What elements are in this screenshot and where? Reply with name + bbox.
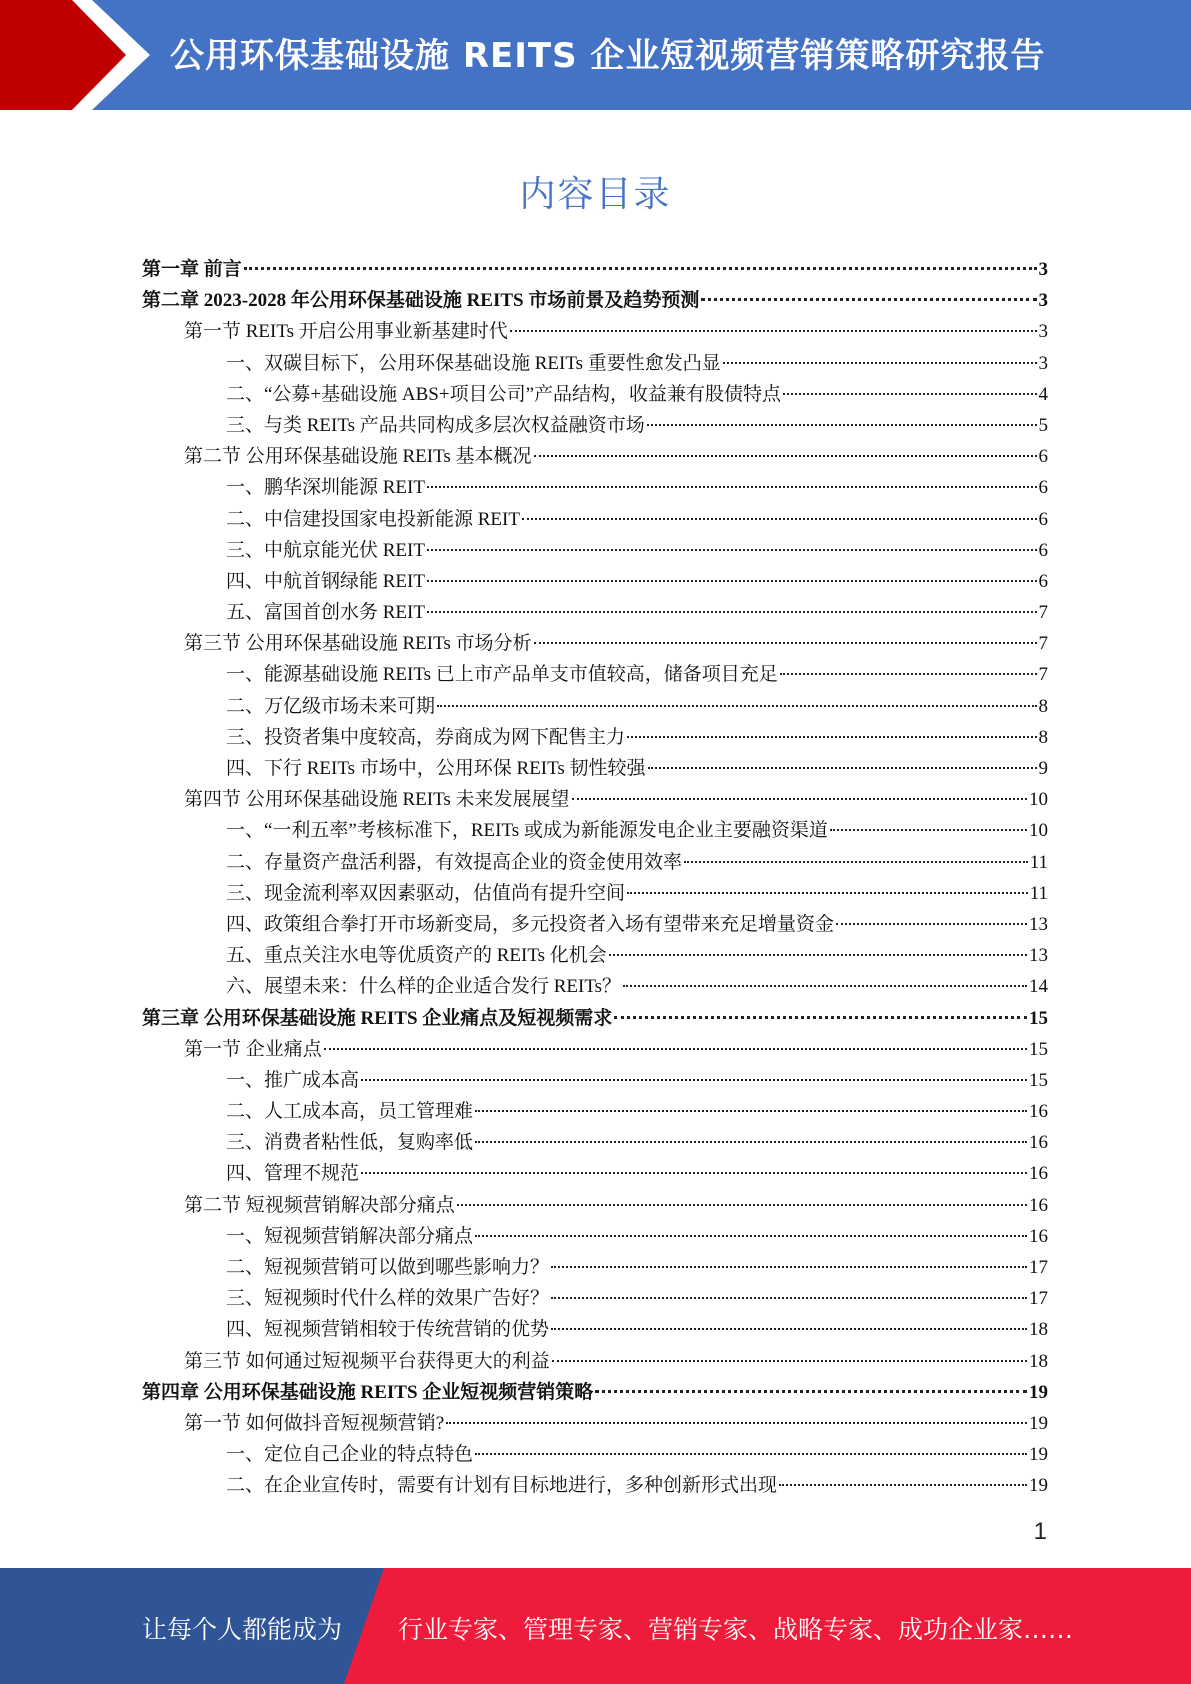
toc-leader-dots <box>623 985 1027 987</box>
toc-entry[interactable] <box>142 1127 1048 1158</box>
toc-entry-title: 第一节 REITs 开启公用事业新基建时代 <box>184 321 508 343</box>
toc-entry[interactable] <box>142 1283 1048 1314</box>
toc-entry[interactable] <box>142 1003 1048 1034</box>
toc-entry-page: 3 <box>1038 290 1048 312</box>
toc-entry-page: 19 <box>1029 1381 1048 1403</box>
toc-leader-dots <box>779 1484 1027 1486</box>
footer-banner <box>0 1568 1191 1684</box>
toc-entry-title: 第三章 公用环保基础设施 REITS 企业痛点及短视频需求 <box>142 1007 613 1029</box>
toc-entry-title: 一、短视频营销解决部分痛点 <box>226 1225 474 1247</box>
toc-leader-dots <box>522 518 1037 520</box>
toc-entry-title: 二、中信建投国家电投新能源 REIT <box>226 508 520 530</box>
toc-leader-dots <box>475 1453 1027 1455</box>
toc-leader-dots <box>836 923 1027 925</box>
toc-leader-dots <box>783 393 1036 395</box>
toc-entry[interactable] <box>142 847 1048 878</box>
report-title: 公用环保基础设施 REITS 企业短视频营销策略研究报告 <box>170 36 1046 76</box>
toc-leader-dots <box>572 798 1027 800</box>
toc-entry-page: 11 <box>1029 882 1048 904</box>
toc-entry-title: 二、短视频营销可以做到哪些影响力？ <box>226 1257 550 1278</box>
toc-leader-dots <box>647 424 1037 426</box>
toc-entry[interactable] <box>142 659 1048 690</box>
toc-leader-dots <box>510 330 1037 332</box>
toc-entry[interactable] <box>142 1190 1048 1221</box>
toc-entry-page: 3 <box>1038 321 1048 343</box>
toc-entry-page: 17 <box>1029 1288 1048 1310</box>
toc-entry[interactable] <box>142 1377 1048 1408</box>
footer-slogan-left: 让每个人都能成为 <box>142 1615 343 1644</box>
toc-leader-dots <box>361 1172 1027 1174</box>
toc-entry[interactable] <box>142 1158 1048 1189</box>
table-of-contents <box>142 254 1048 1502</box>
toc-entry[interactable] <box>142 1065 1048 1096</box>
toc-entry-title: 一、定位自己企业的特点特色 <box>226 1444 474 1466</box>
toc-entry-page: 7 <box>1038 602 1048 624</box>
page-number: 1 <box>1033 1518 1047 1545</box>
toc-entry-title: 一、推广成本高 <box>226 1069 360 1091</box>
toc-entry-page: 7 <box>1038 664 1048 686</box>
toc-entry[interactable] <box>142 1346 1048 1377</box>
toc-entry-page: 16 <box>1029 1163 1048 1185</box>
toc-entry-page: 18 <box>1029 1319 1048 1341</box>
toc-entry[interactable] <box>142 878 1048 909</box>
toc-entry-page: 10 <box>1029 820 1048 842</box>
toc-entry-page: 8 <box>1038 726 1048 748</box>
toc-entry-page: 5 <box>1038 414 1048 436</box>
toc-entry[interactable] <box>142 784 1048 815</box>
toc-entry[interactable] <box>142 410 1048 441</box>
toc-leader-dots <box>427 486 1037 488</box>
toc-entry-title: 第四节 公用环保基础设施 REITs 未来发展展望 <box>184 789 570 811</box>
toc-entry-page: 15 <box>1029 1069 1048 1091</box>
toc-entry-title: 三、现金流利率双因素驱动，估值尚有提升空间 <box>226 882 626 904</box>
toc-leader-dots <box>614 1016 1027 1019</box>
toc-entry-title: 四、政策组合拳打开市场新变局，多元投资者入场有望带来充足增量资金 <box>226 913 835 935</box>
toc-entry-page: 11 <box>1029 851 1048 873</box>
toc-entry-title: 四、下行 REITs 市场中，公用环保 REITs 韧性较强 <box>226 758 646 779</box>
toc-leader-dots <box>534 455 1037 457</box>
header-banner <box>0 0 1191 110</box>
toc-entry[interactable] <box>142 1034 1048 1065</box>
footer-slogan-right: 行业专家、管理专家、营销专家、战略专家、成功企业家…… <box>398 1615 1074 1644</box>
toc-entry-title: 第二节 公用环保基础设施 REITs 基本概况 <box>184 446 532 468</box>
toc-entry[interactable] <box>142 316 1048 347</box>
toc-leader-dots <box>324 1048 1027 1050</box>
toc-entry-page: 13 <box>1029 913 1048 935</box>
toc-entry-page: 6 <box>1038 446 1048 468</box>
toc-leader-dots <box>427 549 1037 551</box>
toc-entry[interactable] <box>142 753 1048 784</box>
toc-entry[interactable] <box>142 815 1048 846</box>
toc-leader-dots <box>475 1141 1027 1143</box>
toc-entry-page: 16 <box>1029 1225 1048 1247</box>
toc-entry-page: 6 <box>1038 570 1048 592</box>
toc-leader-dots <box>627 892 1028 894</box>
toc-leader-dots <box>361 1079 1027 1081</box>
toc-entry-page: 16 <box>1029 1194 1048 1216</box>
toc-leader-dots <box>830 829 1027 831</box>
toc-entry[interactable] <box>142 535 1048 566</box>
toc-leader-dots <box>551 1297 1027 1299</box>
toc-leader-dots <box>701 298 1036 301</box>
toc-entry-title: 一、“一利五率”考核标准下，REITs 或成为新能源发电企业主要融资渠道 <box>226 820 828 842</box>
toc-entry-page: 19 <box>1029 1475 1048 1497</box>
toc-entry-page: 16 <box>1029 1132 1048 1154</box>
toc-entry-page: 18 <box>1029 1350 1048 1372</box>
toc-entry-page: 9 <box>1038 758 1048 779</box>
toc-leader-dots <box>446 1422 1027 1424</box>
toc-entry-title: 四、短视频营销相较于传统营销的优势 <box>226 1319 550 1341</box>
toc-entry-title: 一、能源基础设施 REITs 已上市产品单支市值较高，储备项目充足 <box>226 664 778 686</box>
toc-entry-title: 三、投资者集中度较高，券商成为网下配售主力 <box>226 726 626 748</box>
toc-entry-page: 19 <box>1029 1412 1048 1434</box>
toc-heading: 内容目录 <box>519 174 672 215</box>
toc-entry-title: 三、与类 REITs 产品共同构成多层次权益融资市场 <box>226 414 645 436</box>
toc-entry-title: 第一节 企业痛点 <box>184 1038 322 1060</box>
toc-entry-page: 14 <box>1029 976 1048 998</box>
toc-entry[interactable] <box>142 1314 1048 1345</box>
toc-entry-title: 二、万亿级市场未来可期 <box>226 695 436 717</box>
toc-entry-title: 二、人工成本高，员工管理难 <box>226 1101 474 1123</box>
toc-leader-dots <box>780 673 1037 675</box>
toc-entry[interactable] <box>142 441 1048 472</box>
toc-entry-title: 第一节 如何做抖音短视频营销? <box>184 1412 445 1434</box>
toc-leader-dots <box>595 1390 1027 1393</box>
toc-leader-dots <box>427 611 1037 613</box>
toc-entry-page: 8 <box>1038 695 1048 717</box>
toc-entry[interactable] <box>142 691 1048 722</box>
toc-leader-dots <box>684 861 1028 863</box>
toc-leader-dots <box>551 1266 1027 1268</box>
toc-entry-page: 3 <box>1038 352 1048 374</box>
toc-entry-title: 三、短视频时代什么样的效果广告好？ <box>226 1288 550 1310</box>
toc-leader-dots <box>648 767 1037 769</box>
toc-entry-title: 第二章 2023-2028 年公用环保基础设施 REITS 市场前景及趋势预测 <box>142 290 700 312</box>
toc-entry-title: 第二节 短视频营销解决部分痛点 <box>184 1194 455 1216</box>
toc-entry-title: 五、富国首创水务 REIT <box>226 602 425 624</box>
toc-entry-title: 二、存量资产盘活利器，有效提高企业的资金使用效率 <box>226 851 683 873</box>
toc-entry-page: 10 <box>1029 789 1048 811</box>
toc-entry[interactable] <box>142 628 1048 659</box>
toc-entry[interactable] <box>142 504 1048 535</box>
toc-entry-page: 7 <box>1038 633 1048 655</box>
toc-entry-page: 6 <box>1038 508 1048 530</box>
toc-entry-title: 第三节 公用环保基础设施 REITs 市场分析 <box>184 633 532 655</box>
toc-entry-page: 6 <box>1038 539 1048 561</box>
toc-leader-dots <box>627 736 1036 738</box>
toc-entry[interactable] <box>142 1096 1048 1127</box>
toc-leader-dots <box>552 1360 1027 1362</box>
toc-entry[interactable] <box>142 1221 1048 1252</box>
toc-entry-title: 一、鹏华深圳能源 REIT <box>226 477 425 499</box>
toc-entry[interactable] <box>142 1408 1048 1439</box>
toc-entry-page: 17 <box>1029 1257 1048 1278</box>
toc-entry[interactable] <box>142 472 1048 503</box>
toc-entry-title: 四、管理不规范 <box>226 1163 360 1185</box>
toc-leader-dots <box>723 362 1037 364</box>
toc-entry-page: 3 <box>1038 259 1048 280</box>
toc-entry[interactable] <box>142 722 1048 753</box>
toc-entry-title: 三、中航京能光伏 REIT <box>226 539 425 561</box>
toc-entry-title: 六、展望未来：什么样的企业适合发行 REITs？ <box>226 976 622 998</box>
toc-entry-title: 四、中航首钢绿能 REIT <box>226 570 425 592</box>
toc-leader-dots <box>534 642 1037 644</box>
toc-entry-page: 15 <box>1029 1038 1048 1060</box>
toc-entry[interactable] <box>142 1252 1048 1283</box>
toc-entry-title: 五、重点关注水电等优质资产的 REITs 化机会 <box>226 945 607 967</box>
toc-leader-dots <box>475 1235 1027 1237</box>
toc-entry-title: 第三节 如何通过短视频平台获得更大的利益 <box>184 1350 550 1372</box>
toc-entry-page: 19 <box>1029 1444 1048 1466</box>
toc-entry[interactable] <box>142 971 1048 1002</box>
toc-entry-page: 16 <box>1029 1101 1048 1123</box>
toc-leader-dots <box>457 1204 1027 1206</box>
toc-entry[interactable] <box>142 1439 1048 1470</box>
toc-entry-title: 一、双碳目标下，公用环保基础设施 REITs 重要性愈发凸显 <box>226 352 721 374</box>
toc-entry[interactable] <box>142 348 1048 379</box>
toc-entry-title: 第四章 公用环保基础设施 REITS 企业短视频营销策略 <box>142 1381 594 1403</box>
toc-entry[interactable] <box>142 940 1048 971</box>
toc-leader-dots <box>609 954 1027 956</box>
toc-entry-title: 三、消费者粘性低，复购率低 <box>226 1132 474 1154</box>
toc-leader-dots <box>551 1328 1027 1330</box>
toc-entry-title: 第一章 前言 <box>142 259 242 280</box>
toc-entry-page: 15 <box>1029 1007 1048 1029</box>
toc-entry-page: 13 <box>1029 945 1048 967</box>
toc-entry-title: 二、在企业宣传时，需要有计划有目标地进行，多种创新形式出现 <box>226 1475 778 1497</box>
toc-leader-dots <box>475 1110 1027 1112</box>
toc-entry[interactable] <box>142 597 1048 628</box>
toc-entry-page: 4 <box>1038 383 1048 405</box>
toc-leader-dots <box>244 267 1037 270</box>
toc-entry[interactable] <box>142 254 1048 285</box>
toc-entry[interactable] <box>142 1470 1048 1501</box>
toc-entry[interactable] <box>142 285 1048 316</box>
toc-entry-page: 6 <box>1038 477 1048 499</box>
toc-entry-title: 二、“公募+基础设施 ABS+项目公司”产品结构，收益兼有股债特点 <box>226 383 782 405</box>
toc-entry[interactable] <box>142 566 1048 597</box>
toc-entry[interactable] <box>142 909 1048 940</box>
toc-leader-dots <box>427 580 1037 582</box>
toc-entry[interactable] <box>142 379 1048 410</box>
toc-leader-dots <box>437 705 1036 707</box>
